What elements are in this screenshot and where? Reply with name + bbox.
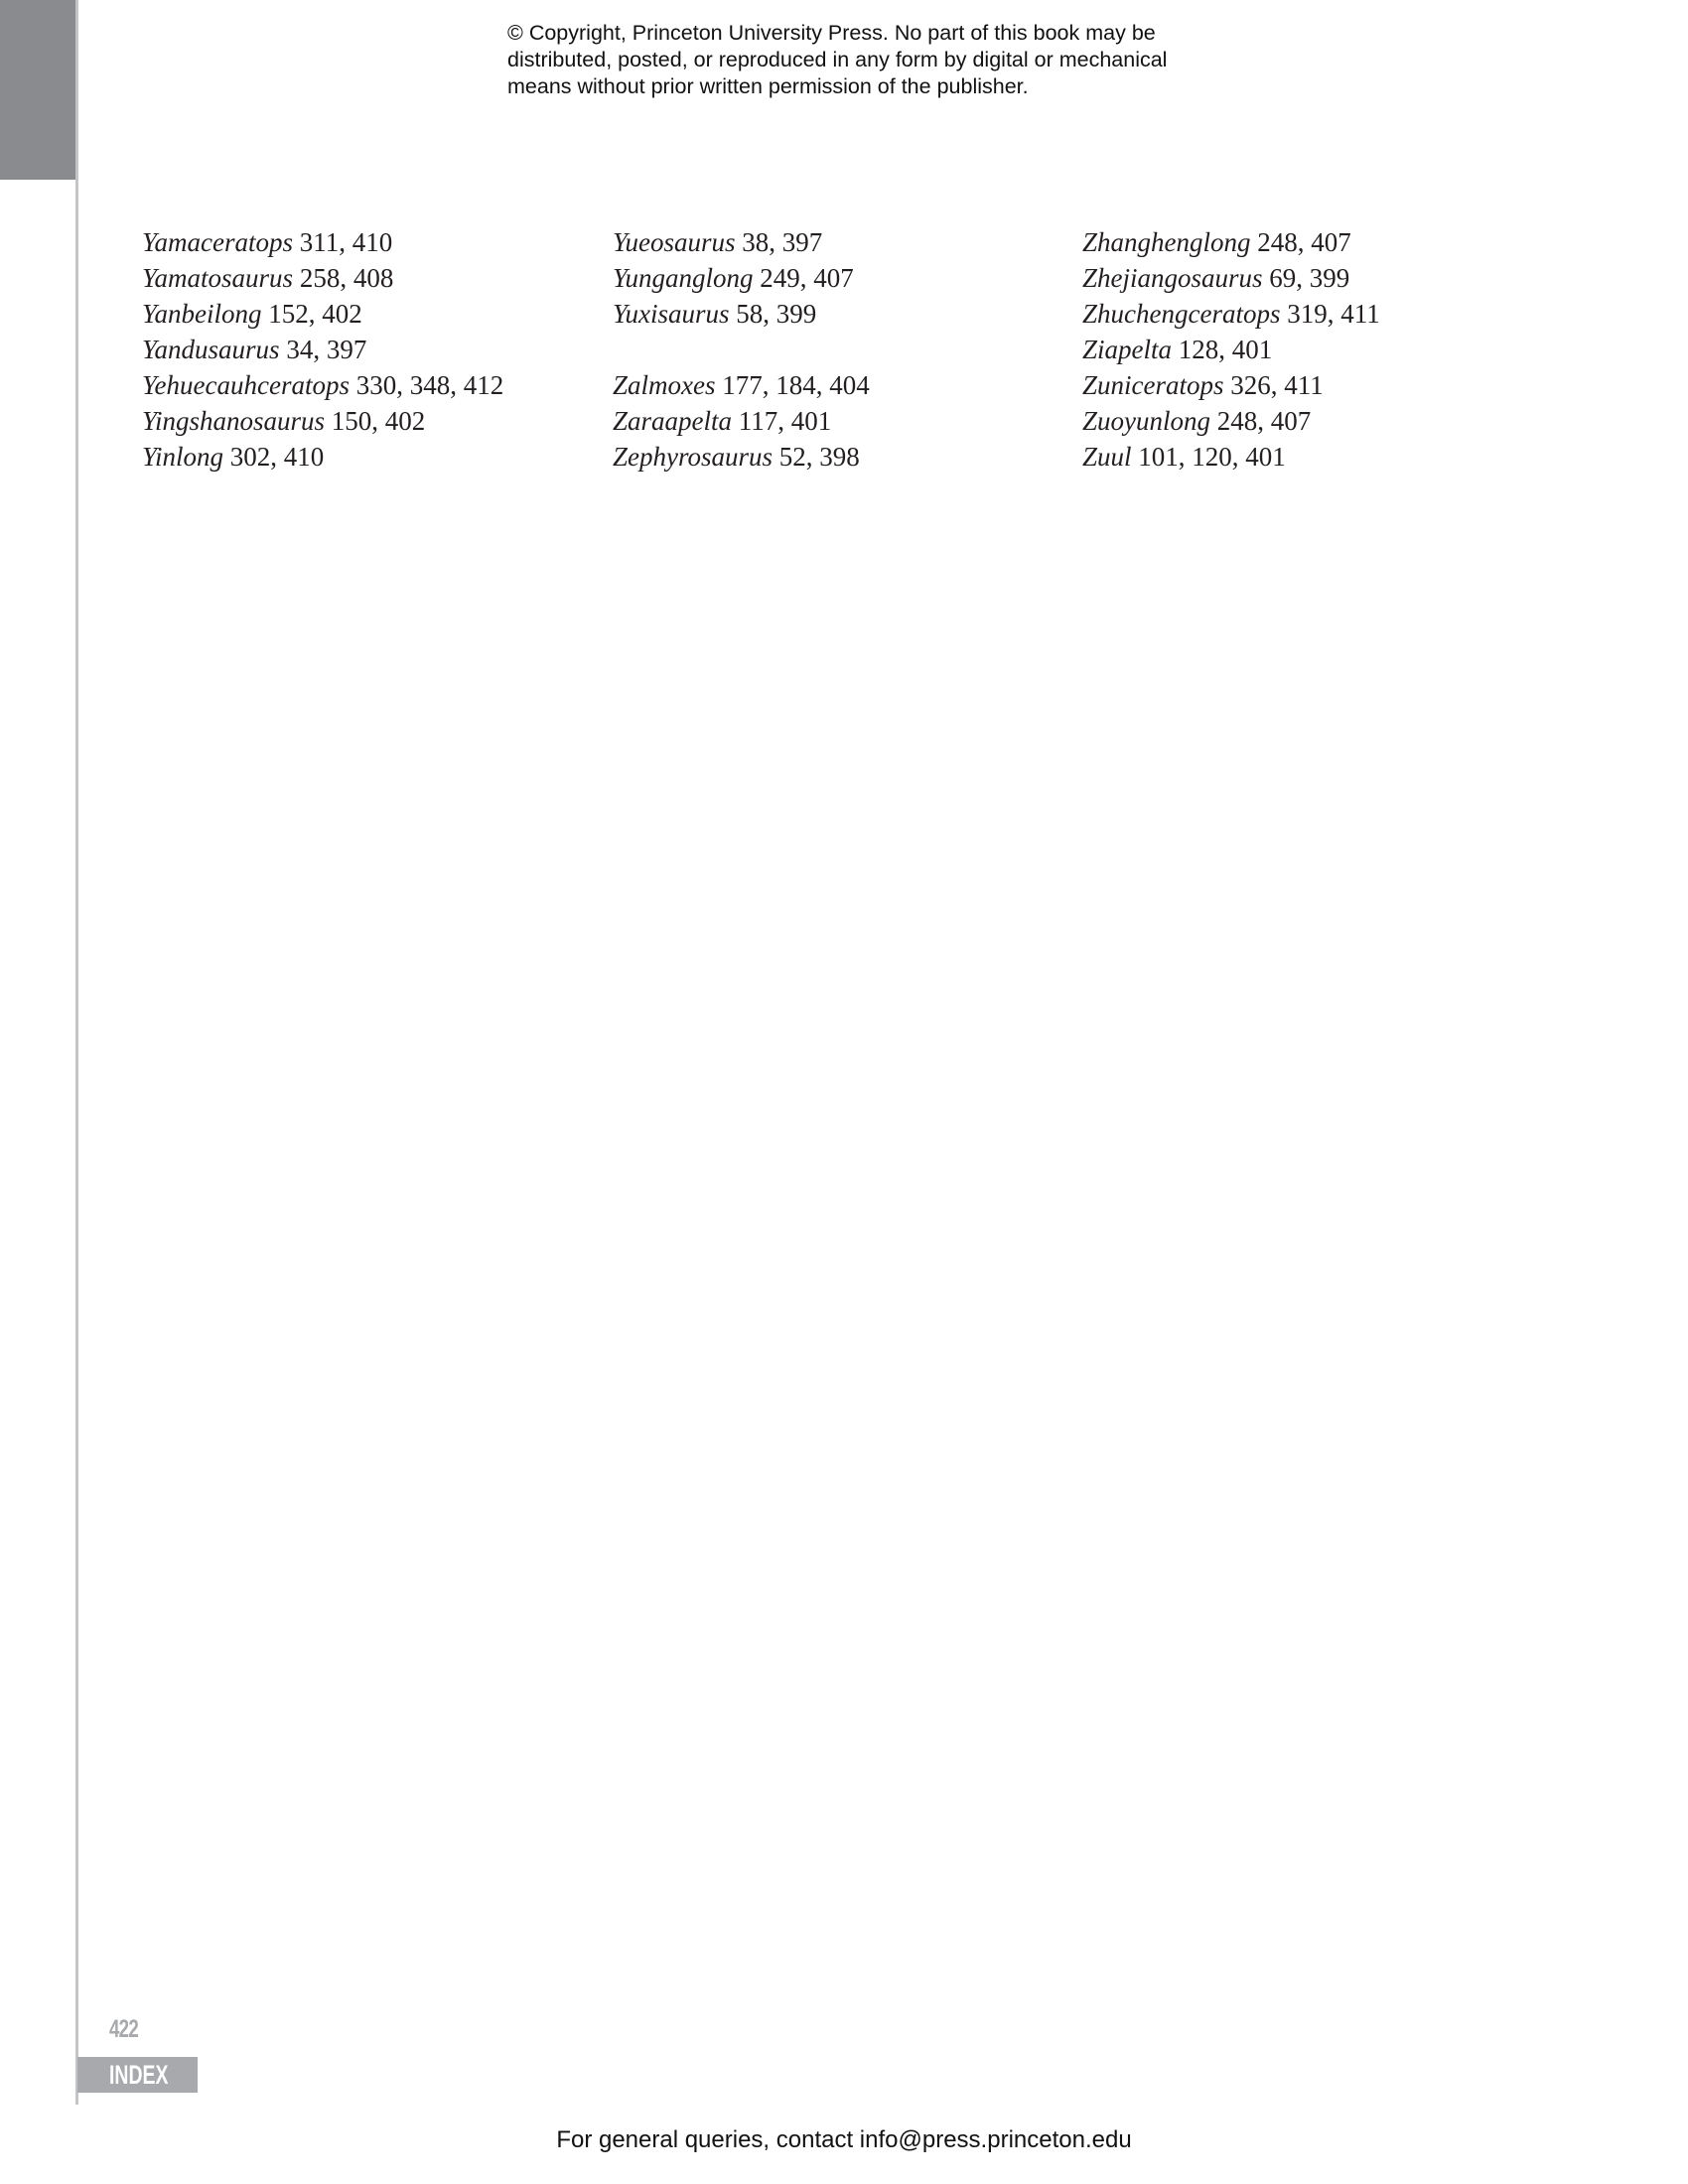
index-entry (613, 296, 870, 332)
entry-pages: 249, 407 (760, 263, 854, 293)
entry-pages: 150, 402 (331, 406, 426, 436)
entry-name: Zuoyunlong (1082, 406, 1211, 436)
index-column-2 (613, 224, 870, 475)
entry-name: Zalmoxes (613, 370, 716, 400)
entry-pages: 52, 398 (778, 442, 860, 472)
entry-name: Yunganglong (613, 263, 754, 293)
section-tab-label: INDEX (109, 2060, 169, 2090)
left-margin-rule (75, 0, 78, 2105)
entry-pages: 311, 410 (299, 227, 393, 257)
entry-name: Zephyrosaurus (613, 442, 774, 472)
entry-pages: 101, 120, 401 (1138, 442, 1286, 472)
entry-pages: 177, 184, 404 (722, 370, 870, 400)
entry-pages: 117, 401 (738, 406, 832, 436)
copyright-notice (507, 20, 1222, 100)
index-entry (613, 367, 870, 403)
index-entry (1082, 403, 1380, 439)
entry-pages: 319, 411 (1287, 299, 1380, 329)
entry-name: Zhanghenglong (1082, 227, 1251, 257)
top-edge-block (0, 0, 77, 180)
entry-pages: 330, 348, 412 (355, 370, 504, 400)
entry-name: Ziapelta (1082, 335, 1173, 364)
index-entry (142, 439, 503, 475)
entry-pages: 152, 402 (268, 299, 362, 329)
index-entry (142, 332, 503, 367)
index-entry (1082, 296, 1380, 332)
copyright-line: means without prior written permission of the publisher. (507, 74, 1029, 98)
entry-pages: 248, 407 (1216, 406, 1312, 436)
entry-pages: 58, 399 (736, 299, 817, 329)
index-entry (1082, 260, 1380, 296)
index-entry (142, 224, 503, 260)
index-entry (142, 367, 503, 403)
entry-name: Yandusaurus (142, 335, 280, 364)
entry-name: Zuniceratops (1082, 370, 1224, 400)
footer-contact: For general queries, contact info@press.princeton.edu (556, 2126, 1132, 2153)
entry-name: Zuul (1082, 442, 1132, 472)
index-entry (613, 403, 870, 439)
entry-pages: 248, 407 (1257, 227, 1351, 257)
entry-pages: 128, 401 (1178, 335, 1273, 364)
page-number: 422 (109, 2015, 139, 2043)
entry-pages: 326, 411 (1230, 370, 1324, 400)
entry-name: Zhejiangosaurus (1082, 263, 1263, 293)
index-entry (613, 260, 870, 296)
entry-name: Yamatosaurus (142, 263, 294, 293)
entry-name: Yamaceratops (142, 227, 294, 257)
index-entry (1082, 439, 1380, 475)
copyright-line: distributed, posted, or reproduced in any form by digital or mechanical (507, 48, 1168, 71)
entry-pages: 38, 397 (742, 227, 823, 257)
section-tab (77, 2057, 198, 2093)
index-entry (1082, 332, 1380, 367)
index-entry (142, 403, 503, 439)
index-entry (142, 296, 503, 332)
index-entry (1082, 224, 1380, 260)
entry-name: Yinlong (142, 442, 224, 472)
entry-name: Yehuecauhceratops (142, 370, 350, 400)
entry-pages: 69, 399 (1269, 263, 1350, 293)
index-entry (142, 260, 503, 296)
index-column-3 (1082, 224, 1380, 475)
entry-name: Yueosaurus (613, 227, 736, 257)
entry-name: Zaraapelta (613, 406, 733, 436)
copyright-line: © Copyright, Princeton University Press. No part of this book may be (507, 21, 1156, 45)
entry-pages: 258, 408 (299, 263, 394, 293)
entry-pages: 302, 410 (229, 442, 325, 472)
index-column-1 (142, 224, 503, 475)
index-entry (613, 224, 870, 260)
entry-name: Yuxisaurus (613, 299, 730, 329)
index-entry (613, 439, 870, 475)
index-entry (1082, 367, 1380, 403)
entry-name: Zhuchengceratops (1082, 299, 1281, 329)
entry-name: Yanbeilong (142, 299, 262, 329)
entry-pages: 34, 397 (286, 335, 367, 364)
entry-name: Yingshanosaurus (142, 406, 326, 436)
